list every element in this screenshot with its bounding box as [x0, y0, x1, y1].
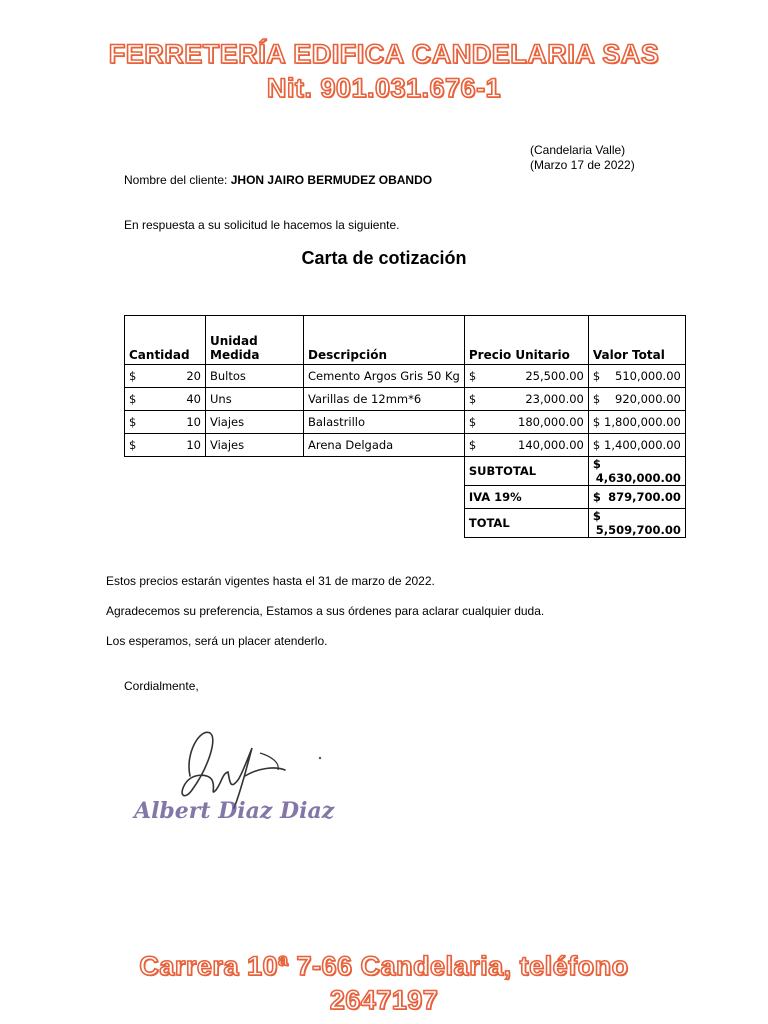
- subtotal-value-cell: [588, 457, 685, 486]
- cell-cantidad: [125, 434, 206, 457]
- iva-value: 879,700.00: [608, 490, 681, 504]
- cell-precio: [464, 411, 588, 434]
- currency-sign: $: [129, 369, 137, 383]
- valor-value: 1,800,000.00: [604, 415, 681, 429]
- cell-valor: [588, 388, 685, 411]
- company-name: FERRETERÍA EDIFICA CANDELARIA SAS: [108, 39, 660, 69]
- cantidad-value: 10: [186, 438, 201, 452]
- header-valor: Valor Total: [588, 316, 685, 365]
- cell-unidad: Bultos: [206, 365, 304, 388]
- footer-phone: 2647197: [329, 985, 439, 1015]
- cell-descripcion: Balastrillo: [304, 411, 465, 434]
- cell-unidad: Viajes: [206, 411, 304, 434]
- client-label: Nombre del cliente:: [124, 173, 228, 187]
- cell-unidad: Uns: [206, 388, 304, 411]
- intro-text: En respuesta a su solicitud le hacemos la siguiente.: [124, 218, 400, 232]
- iva-row: [125, 486, 686, 509]
- currency-sign: $: [129, 415, 137, 429]
- company-nit: Nit. 901.031.676-1: [266, 73, 502, 103]
- precio-value: 23,000.00: [525, 392, 584, 406]
- table-row: [125, 411, 686, 434]
- precio-value: 180,000.00: [518, 415, 584, 429]
- cell-cantidad: [125, 411, 206, 434]
- currency-sign: $: [468, 438, 477, 452]
- iva-label: IVA 19%: [464, 486, 588, 509]
- precio-value: 140,000.00: [518, 438, 584, 452]
- valor-value: 920,000.00: [615, 392, 681, 406]
- table-row: [125, 388, 686, 411]
- total-value-cell: [588, 509, 685, 538]
- subtotal-label: SUBTOTAL: [464, 457, 588, 486]
- header-descripcion: Descripción: [304, 316, 465, 365]
- total-value: 5,509,700.00: [595, 523, 681, 537]
- footer-address: Carrera 10ª 7-66 Candelaria, teléfono: [139, 951, 629, 981]
- closing-text: Cordialmente,: [124, 679, 199, 693]
- precio-value: 25,500.00: [525, 369, 584, 383]
- subtotal-row: [125, 457, 686, 486]
- cell-cantidad: [125, 388, 206, 411]
- cell-descripcion: Varillas de 12mm*6: [304, 388, 465, 411]
- currency-sign: $: [592, 392, 601, 406]
- place-text: (Candelaria Valle): [530, 143, 626, 157]
- cantidad-value: 20: [186, 369, 201, 383]
- currency-sign: $: [129, 392, 137, 406]
- cell-cantidad: [125, 365, 206, 388]
- header-precio: Precio Unitario: [464, 316, 588, 365]
- cantidad-value: 10: [186, 415, 201, 429]
- currency-sign: $: [592, 457, 601, 471]
- cell-descripcion: Cemento Argos Gris 50 Kg: [304, 365, 465, 388]
- valor-value: 1,400,000.00: [604, 438, 681, 452]
- cell-unidad: Viajes: [206, 434, 304, 457]
- header-unidad-line2: Medida: [210, 348, 260, 362]
- currency-sign: $: [592, 490, 601, 504]
- cell-precio: [464, 434, 588, 457]
- currency-sign: $: [592, 509, 601, 523]
- validity-text: Estos precios estarán vigentes hasta el 31 de marzo de 2022.: [106, 574, 435, 588]
- cell-valor: [588, 365, 685, 388]
- currency-sign: $: [468, 369, 477, 383]
- header-unidad-line1: Unidad: [210, 334, 258, 348]
- blank-cell: [125, 457, 465, 486]
- blank-cell: [125, 486, 465, 509]
- table-row: [125, 434, 686, 457]
- header-unidad: [206, 316, 304, 365]
- cell-valor: [588, 434, 685, 457]
- client-name: JHON JAIRO BERMUDEZ OBANDO: [230, 173, 433, 187]
- header-cantidad: Cantidad: [125, 316, 206, 365]
- currency-sign: $: [129, 438, 137, 452]
- iva-value-cell: [588, 486, 685, 509]
- currency-sign: $: [592, 369, 601, 383]
- signature-name: Albert Diaz Diaz: [134, 798, 335, 824]
- farewell-text: Los esperamos, será un placer atenderlo.: [106, 634, 328, 648]
- total-label: TOTAL: [464, 509, 588, 538]
- document-title: Carta de cotización: [301, 248, 467, 268]
- quote-table: [124, 315, 686, 538]
- valor-value: 510,000.00: [615, 369, 681, 383]
- cell-precio: [464, 388, 588, 411]
- cell-valor: [588, 411, 685, 434]
- table-header-row: [125, 316, 686, 365]
- cell-descripcion: Arena Delgada: [304, 434, 465, 457]
- total-row: [125, 509, 686, 538]
- currency-sign: $: [592, 415, 601, 429]
- signature-image: [130, 718, 360, 828]
- date-text: (Marzo 17 de 2022): [530, 158, 635, 172]
- thanks-text: Agradecemos su preferencia, Estamos a sus órdenes para aclarar cualquier duda.: [106, 604, 545, 618]
- currency-sign: $: [468, 392, 477, 406]
- currency-sign: $: [592, 438, 601, 452]
- cantidad-value: 40: [186, 392, 201, 406]
- table-row: [125, 365, 686, 388]
- currency-sign: $: [468, 415, 477, 429]
- client-line: [124, 173, 432, 188]
- subtotal-value: 4,630,000.00: [595, 471, 681, 485]
- cell-precio: [464, 365, 588, 388]
- blank-cell: [125, 509, 465, 538]
